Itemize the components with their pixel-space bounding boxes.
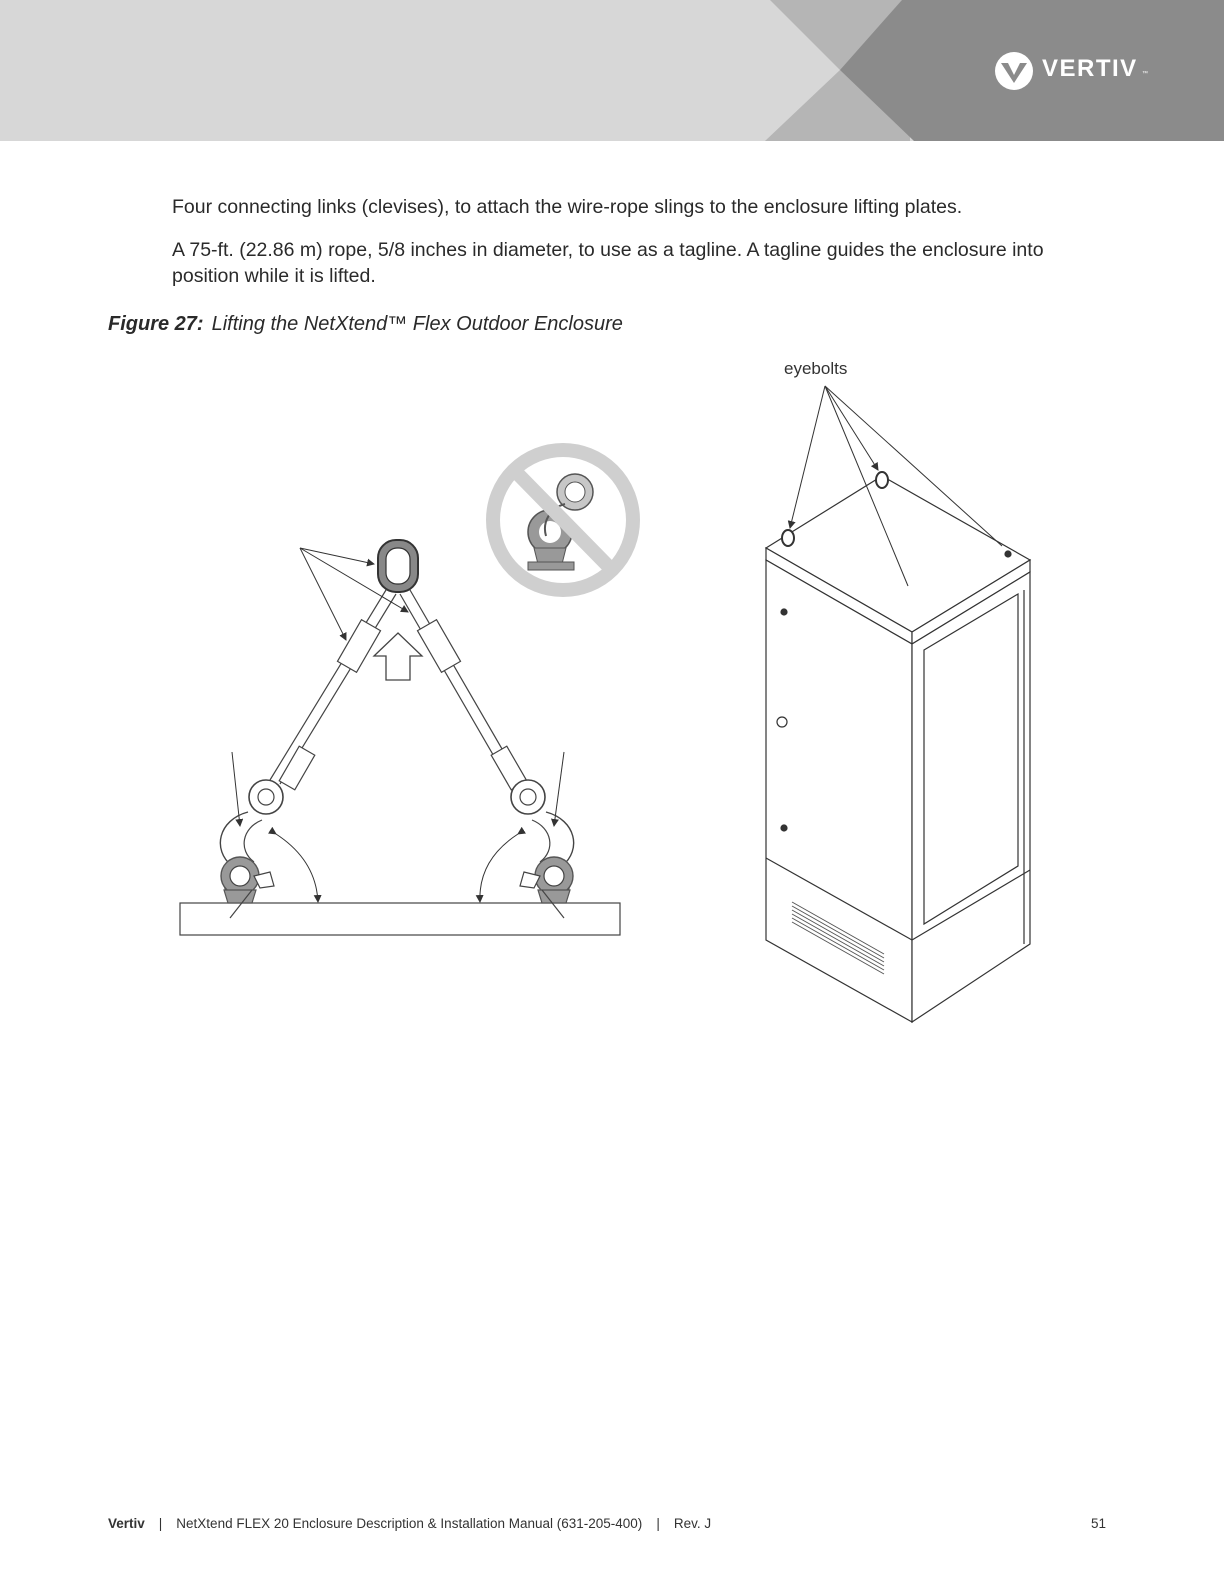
paragraph-tagline: A 75-ft. (22.86 m) rope, 5/8 inches in diameter, to use as a tagline. A tagline guides the enclosure into position while it is lifted. xyxy=(172,239,1044,287)
enclosure-side xyxy=(912,572,1030,1022)
prohibited-hook-icon xyxy=(493,450,633,590)
vertiv-logo xyxy=(994,51,1154,91)
enclosure-isometric-drawing xyxy=(766,386,1030,1022)
logo-trademark: ™ xyxy=(1142,71,1148,77)
right-sling xyxy=(400,590,545,814)
page-number: 51 xyxy=(1090,1516,1106,1531)
left-hook-eyebolt xyxy=(220,812,274,918)
page-footer xyxy=(108,1516,1108,1531)
sling-angle-arcs xyxy=(276,834,518,902)
footer-revision: Rev. J xyxy=(673,1516,712,1531)
figure-title: Lifting the NetXtend™ Flex Outdoor Enclosure xyxy=(211,313,623,335)
page-header xyxy=(0,0,1224,141)
footer-separator: | xyxy=(158,1516,163,1531)
logo-wordmark: VERTIV xyxy=(1042,55,1138,82)
figure-caption xyxy=(108,313,623,336)
lift-arrow xyxy=(374,633,422,680)
footer-document: NetXtend FLEX 20 Enclosure Description & Installation Manual (631-205-400) xyxy=(176,1516,643,1531)
footer-separator: | xyxy=(656,1516,660,1531)
footer-brand: Vertiv xyxy=(108,1516,145,1531)
paragraph-clevises: Four connecting links (clevises), to attach the wire-rope slings to the enclosure lifting plates. xyxy=(172,196,963,218)
base-plate xyxy=(180,903,620,935)
left-sling xyxy=(249,590,396,814)
figure-label: Figure 27: xyxy=(108,313,204,335)
lifting-sling-diagram xyxy=(180,540,620,935)
vertiv-chevron-icon xyxy=(994,51,1034,91)
lifting-figure xyxy=(170,350,1070,1040)
eyebolts-callout: eyebolts xyxy=(784,359,848,378)
right-hook-eyebolt xyxy=(520,812,574,918)
